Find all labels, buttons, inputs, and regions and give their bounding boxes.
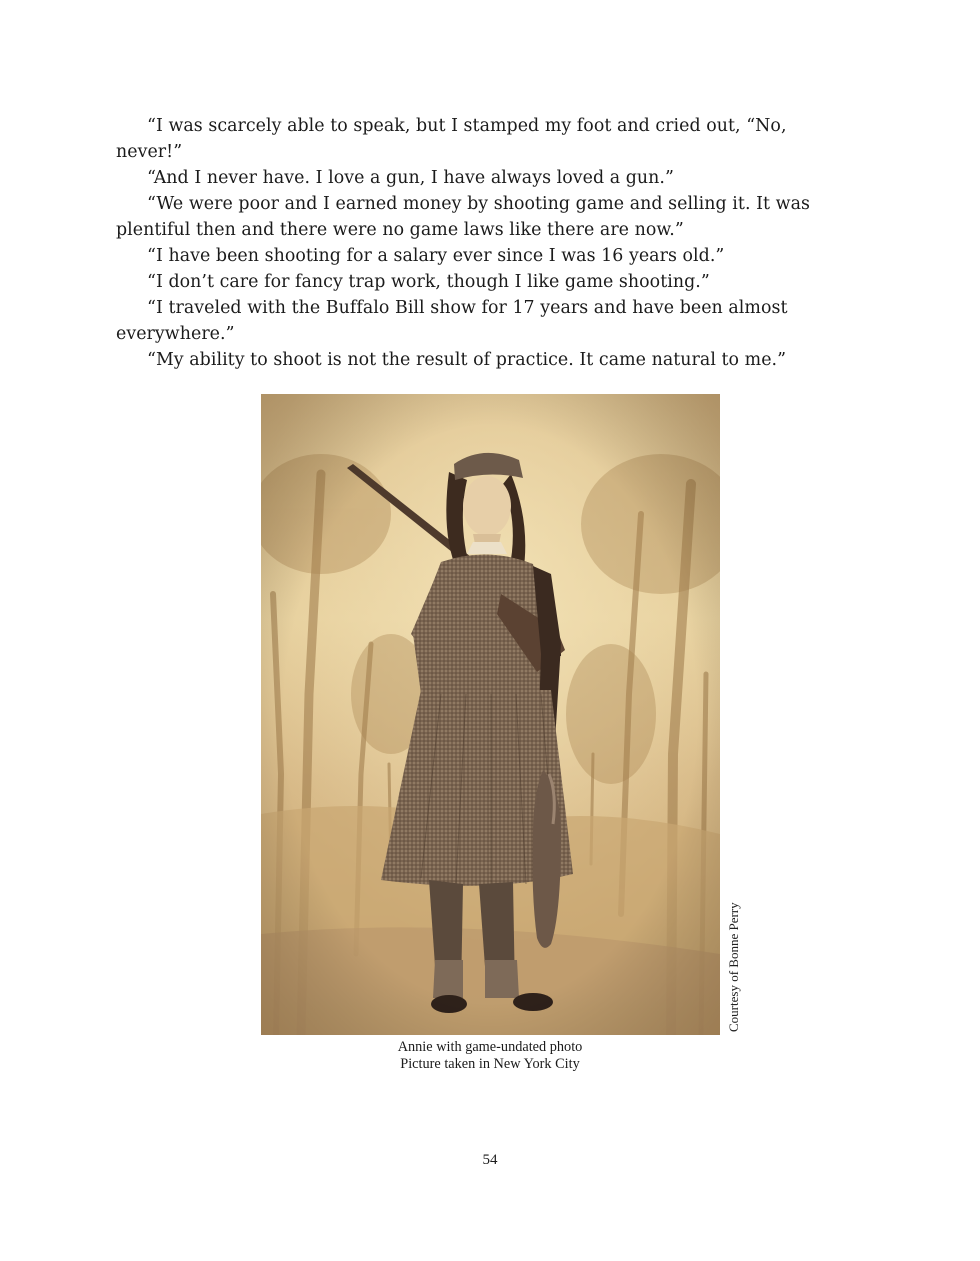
caption-line: Annie with game-undated photo bbox=[397, 1039, 583, 1055]
caption-line: Picture taken in New York City bbox=[400, 1056, 580, 1072]
body-text bbox=[116, 113, 856, 373]
paragraph: “I don’t care for fancy trap work, though I like game shooting.” bbox=[147, 272, 710, 292]
paragraph: “I traveled with the Buffalo Bill show for 17 years and have been almost everywhere.” bbox=[116, 298, 788, 344]
paragraph: “My ability to shoot is not the result of practice. It came natural to me.” bbox=[147, 350, 787, 370]
paragraph: “And I never have. I love a gun, I have always loved a gun.” bbox=[147, 168, 674, 188]
photo-caption bbox=[330, 1039, 650, 1073]
sepia-portrait-photo bbox=[261, 394, 720, 1035]
page-number: 54 bbox=[482, 1152, 498, 1168]
paragraph: “I was scarcely able to speak, but I stamped my foot and cried out, “No, never!” bbox=[116, 116, 787, 162]
photo-credit: Courtesy of Bonne Perry bbox=[726, 902, 741, 1032]
paragraph: “I have been shooting for a salary ever since I was 16 years old.” bbox=[147, 246, 725, 266]
paragraph: “We were poor and I earned money by shooting game and selling it. It was plentiful then and there were no game laws like there are now.” bbox=[116, 194, 810, 240]
